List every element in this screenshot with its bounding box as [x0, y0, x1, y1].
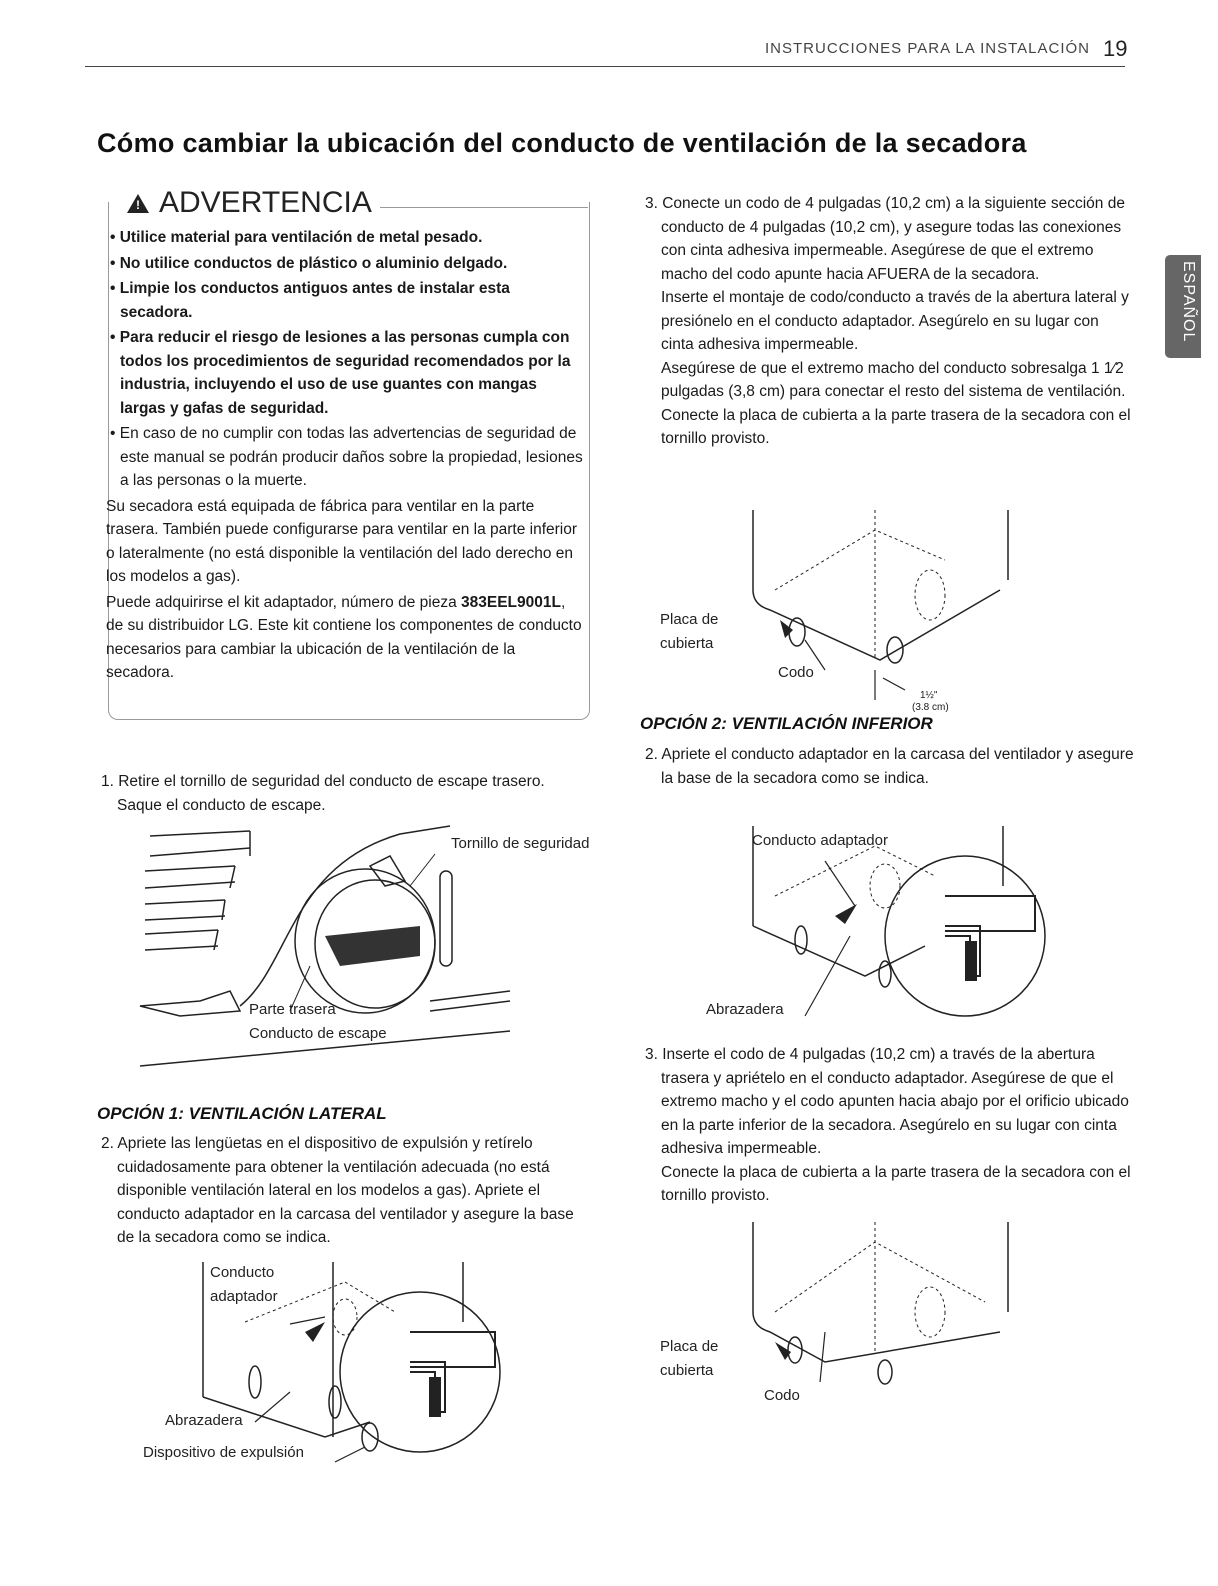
running-header: INSTRUCCIONES PARA LA INSTALACIÓN — [765, 40, 1091, 57]
warning-bullet: • En caso de no cumplir con todas las advertencias de seguridad de este manual se podrán producir daños sobre la propiedad, lesiones a las personas o la muerte. — [110, 425, 583, 489]
label-elbow-bottom: Codo — [764, 1387, 800, 1404]
warning-content — [106, 226, 586, 685]
step-3-paragraph: Inserte el montaje de codo/conducto a través de la abertura lateral y presiónelo en el conducto adaptador. Asegúrelo en su lugar con cinta adhesiva impermeable. — [661, 289, 1129, 353]
kit-text-end: , de su distribuidor LG. Este kit contiene los componentes de conducto necesarios para cambiar la ubicación de la ventilación de la secadora. — [106, 593, 582, 681]
label-exhaust-duct: Conducto de escape — [249, 1025, 387, 1042]
option-2-step-3-block — [645, 1043, 1135, 1208]
page-title: Cómo cambiar la ubicación del conducto de ventilación de la secadora — [97, 128, 1027, 158]
warning-heading — [127, 186, 380, 220]
label-security-screw: Tornillo de seguridad — [451, 835, 590, 852]
page-number: 19 — [1103, 36, 1128, 61]
step-3-paragraph: Asegúrese de que el extremo macho del conducto sobresalga 1 1⁄2 pulgadas (3,8 cm) para conectar el resto del sistema de ventilación. — [661, 359, 1126, 400]
option-1-step-2: 2. Apriete las lengüetas en el dispositivo de expulsión y retírelo cuidadosamente para obtener la ventilación adecuada (no está disponible ventilación lateral en los modelos a gas). Apriete el conducto adaptador en la carcasa del ventilador y asegure la base de la secadora como se indica. — [101, 1135, 574, 1246]
figure-bottom-vent — [745, 826, 1045, 1026]
kit-text: Puede adquirirse el kit adaptador, número de pieza — [106, 593, 462, 611]
label-clamp: Abrazadera — [165, 1412, 243, 1429]
warning-bullet: • Limpie los conductos antiguos antes de instalar esta secadora. — [110, 280, 510, 321]
step-3-block — [645, 192, 1135, 451]
language-tab — [1165, 255, 1201, 358]
step-1: 1. Retire el tornillo de seguridad del conducto de escape trasero. Saque el conducto de escape. — [101, 773, 545, 814]
warning-bullet: • Para reducir el riesgo de lesiones a las personas cumpla con todos los procedimientos de seguridad recomendados por la industria, incluyendo el uso de use guantes con mangas largas y gafas de seguridad. — [110, 329, 571, 417]
option-2-step-3-paragraph: Conecte la placa de cubierta a la parte trasera de la secadora con el tornillo provisto. — [661, 1163, 1131, 1204]
warning-top-rule — [378, 207, 588, 208]
option-2-step-2: 2. Apriete el conducto adaptador en la carcasa del ventilador y asegure la base de la secadora como se indica. — [645, 746, 1134, 787]
dim-inches: 1½" — [920, 690, 938, 701]
label-knockout: Dispositivo de expulsión — [143, 1444, 304, 1461]
label-adapter-duct: Conducto adaptador — [210, 1264, 278, 1305]
warning-heading-text: ADVERTENCIA — [159, 186, 372, 219]
language-tab-label: ESPAÑOL — [1180, 261, 1197, 343]
label-rear: Parte trasera — [249, 1001, 336, 1018]
option-2-step-3: 3. Inserte el codo de 4 pulgadas (10,2 cm) a través de la abertura trasera y apriételo en el conducto adaptador. Asegúrese de que el extremo macho y el codo apunten hacia abajo por el orificio ubicado en la parte inferior de la secadora. Asegúrelo en su lugar con cinta adhesiva impermeable. — [645, 1046, 1129, 1157]
vent-info-paragraph: Su secadora está equipada de fábrica para ventilar en la parte trasera. También puede configurarse para ventilar en la parte inferior o lateralmente (no está disponible la ventilación del lado derecho en los modelos a gas). — [106, 497, 578, 585]
header-divider — [85, 66, 1125, 67]
warning-bullet: • Utilice material para ventilación de metal pesado. — [110, 229, 483, 246]
label-cover-plate: Placa de cubierta — [660, 611, 719, 652]
step-3: 3. Conecte un codo de 4 pulgadas (10,2 cm) a la siguiente sección de conducto de 4 pulgadas (10,2 cm), y asegure todas las conexiones con cinta adhesiva impermeable. Asegúrese de que el extremo macho del codo apunte hacia AFUERA de la secadora. — [645, 195, 1125, 283]
step-3-paragraph: Conecte la placa de cubierta a la parte trasera de la secadora con el tornillo provisto. — [661, 406, 1131, 447]
warning-bullet: • No utilice conductos de plástico o aluminio delgado. — [110, 254, 508, 272]
part-number: 383EEL9001L — [461, 593, 561, 611]
label-cover-plate-bottom: Placa de cubierta — [660, 1338, 719, 1379]
option-1-heading: OPCIÓN 1: VENTILACIÓN LATERAL — [97, 1104, 387, 1123]
warning-icon: ! — [127, 194, 149, 213]
label-elbow: Codo — [778, 664, 814, 681]
label-clamp-bottom: Abrazadera — [706, 1001, 784, 1018]
label-adapter-duct-bottom: Conducto adaptador — [752, 832, 888, 849]
figure-bottom-elbow — [745, 1222, 1025, 1402]
kit-info-paragraph — [106, 591, 586, 685]
dim-cm: (3.8 cm) — [912, 702, 949, 713]
option-2-heading: OPCIÓN 2: VENTILACIÓN INFERIOR — [640, 714, 933, 733]
